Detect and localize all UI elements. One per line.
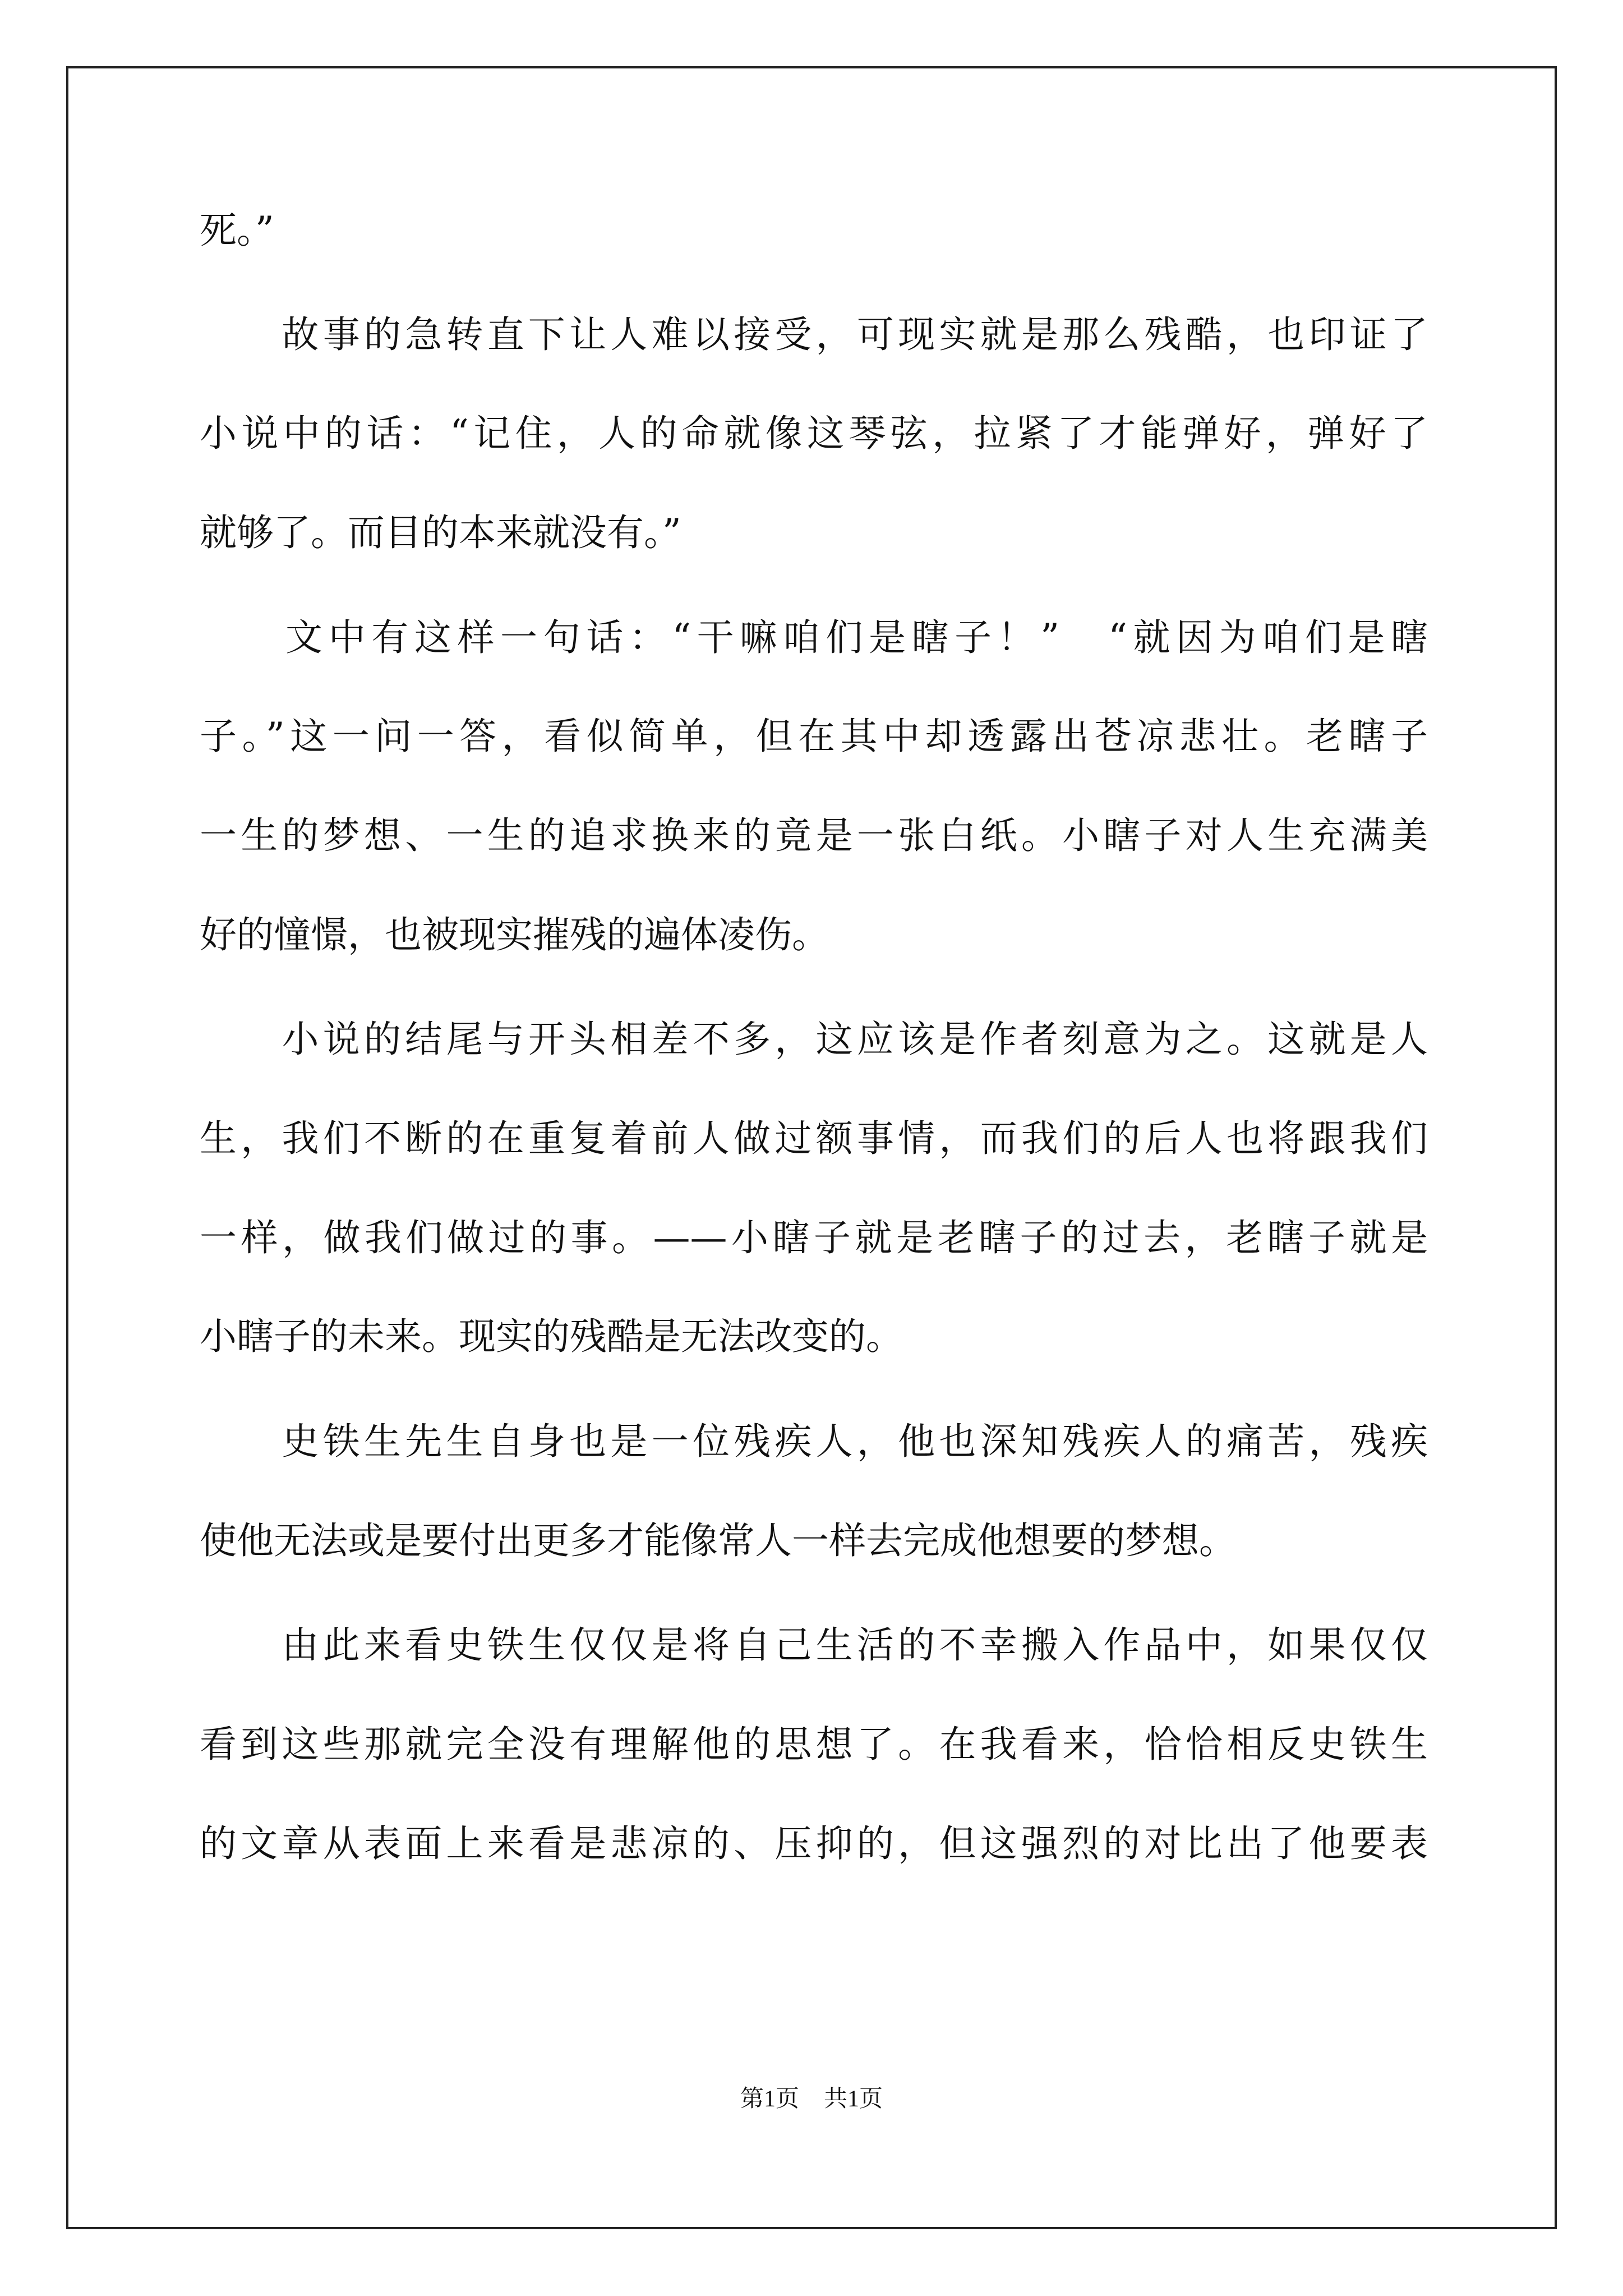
text-line: 就够了。而目的本来就没有。”: [200, 511, 681, 554]
text-line: 一样，做我们做过的事。——小瞎子就是老瞎子的过去，老瞎子就是: [200, 1216, 1428, 1259]
page-total: 共1页: [824, 2086, 883, 2112]
text-line: 故事的急转直下让人难以接受，可现实就是那么残酷，也印证了: [200, 313, 1428, 356]
text-line: 由此来看史铁生仅仅是将自己生活的不幸搬入作品中，如果仅仅: [200, 1623, 1428, 1667]
text-line: 小说的结尾与开头相差不多，这应该是作者刻意为之。这就是人: [200, 1018, 1428, 1061]
text-line: 死。”: [200, 209, 274, 252]
page-number: 第1页: [740, 2086, 799, 2112]
text-line: 文中有这样一句话：“干嘛咱们是瞎子！” “就因为咱们是瞎: [200, 616, 1428, 659]
text-line: 好的憧憬，也被现实摧残的遍体凌伤。: [200, 913, 829, 956]
text-line: 一生的梦想、一生的追求换来的竟是一张白纸。小瞎子对人生充满美: [200, 814, 1428, 857]
text-line: 子。”这一问一答，看似简单，但在其中却透露出苍凉悲壮。老瞎子: [200, 715, 1428, 758]
text-line: 小瞎子的未来。现实的残酷是无法改变的。: [200, 1315, 903, 1358]
text-line: 的文章从表面上来看是悲凉的、压抑的，但这强烈的对比出了他要表: [200, 1822, 1428, 1865]
text-line: 生，我们不断的在重复着前人做过额事情，而我们的后人也将跟我们: [200, 1117, 1428, 1160]
text-line: 看到这些那就完全没有理解他的思想了。在我看来，恰恰相反史铁生: [200, 1723, 1428, 1766]
page-footer: [0, 2082, 1623, 2116]
text-line: 史铁生先生自身也是一位残疾人，他也深知残疾人的痛苦，残疾: [200, 1420, 1428, 1463]
text-line: 使他无法或是要付出更多才能像常人一样去完成他想要的梦想。: [200, 1519, 1236, 1562]
text-line: 小说中的话：“记住，人的命就像这琴弦，拉紧了才能弹好，弹好了: [200, 412, 1428, 455]
